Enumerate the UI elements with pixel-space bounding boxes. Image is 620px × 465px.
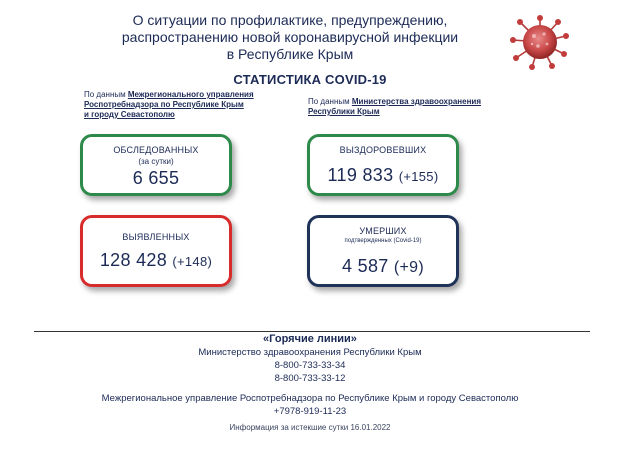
rospotreb-phone[interactable]: +7978-919-11-23 [273,406,347,417]
title-line-1: О ситуации по профилактике, предупреждению, [132,12,448,28]
deaths-label: УМЕРШИХ [359,226,407,236]
detected-increase: (+148) [172,254,213,269]
recovered-increase: (+155) [398,169,439,184]
detected-card [80,215,232,287]
source-rospotrebnadzor [84,90,284,120]
examined-card [80,134,232,196]
deaths-increase: (+9) [393,259,424,276]
source-left-line-3: и городу Севастополю [84,110,175,119]
detected-figure [83,250,229,271]
source-left-line-2: Роспотребнадзора по Республике Крым [84,100,244,109]
detected-value: 128 428 [99,250,168,270]
source-ministry [308,97,508,117]
title-line-2: распространению новой коронавирусной инфекции [121,29,459,45]
recovered-figure [310,165,456,186]
section-divider [34,331,590,332]
footer-date-note: Информация за истекшие сутки 16.01.2022 [229,423,391,432]
title-line-3: в Республике Крым [226,46,354,62]
source-right-prefix: По данным [308,97,352,106]
hotlines-title: «Горячие линии» [263,333,357,345]
examined-label: ОБСЛЕДОВАННЫХ [113,145,199,155]
source-left-line-1: Межрегионального управления [127,90,254,99]
source-right-line-1: Министерства здравоохранения [351,97,482,106]
recovered-value: 119 833 [327,165,394,185]
deaths-sub: подтвержденных (Covid-19) [344,238,422,244]
deaths-figure [310,256,456,277]
ministry-name: Министерство здравоохранения Республики Крым [198,347,422,358]
coronavirus-icon [508,14,572,70]
source-left-prefix: По данным [84,90,128,99]
ministry-phone-2[interactable]: 8-800-733-33-12 [274,373,346,384]
detected-label: ВЫЯВЛЕННЫХ [122,232,190,242]
examined-sub: (за сутки) [138,157,174,166]
deaths-value: 4 587 [342,256,389,276]
recovered-card [307,134,459,196]
page-title [120,12,460,63]
rospotreb-name: Межрегиональное управление Роспотребнадзора по Республике Крым и городу Севастополю [101,393,519,404]
statistics-heading: СТАТИСТИКА COVID-19 [233,72,387,87]
deaths-card [307,215,459,287]
examined-value: 6 655 [132,168,180,188]
hotlines-block [0,333,620,418]
ministry-phone-1[interactable]: 8-800-733-33-34 [274,360,346,371]
recovered-label: ВЫЗДОРОВЕВШИХ [339,145,427,155]
source-right-line-2: Республики Крым [308,107,380,116]
